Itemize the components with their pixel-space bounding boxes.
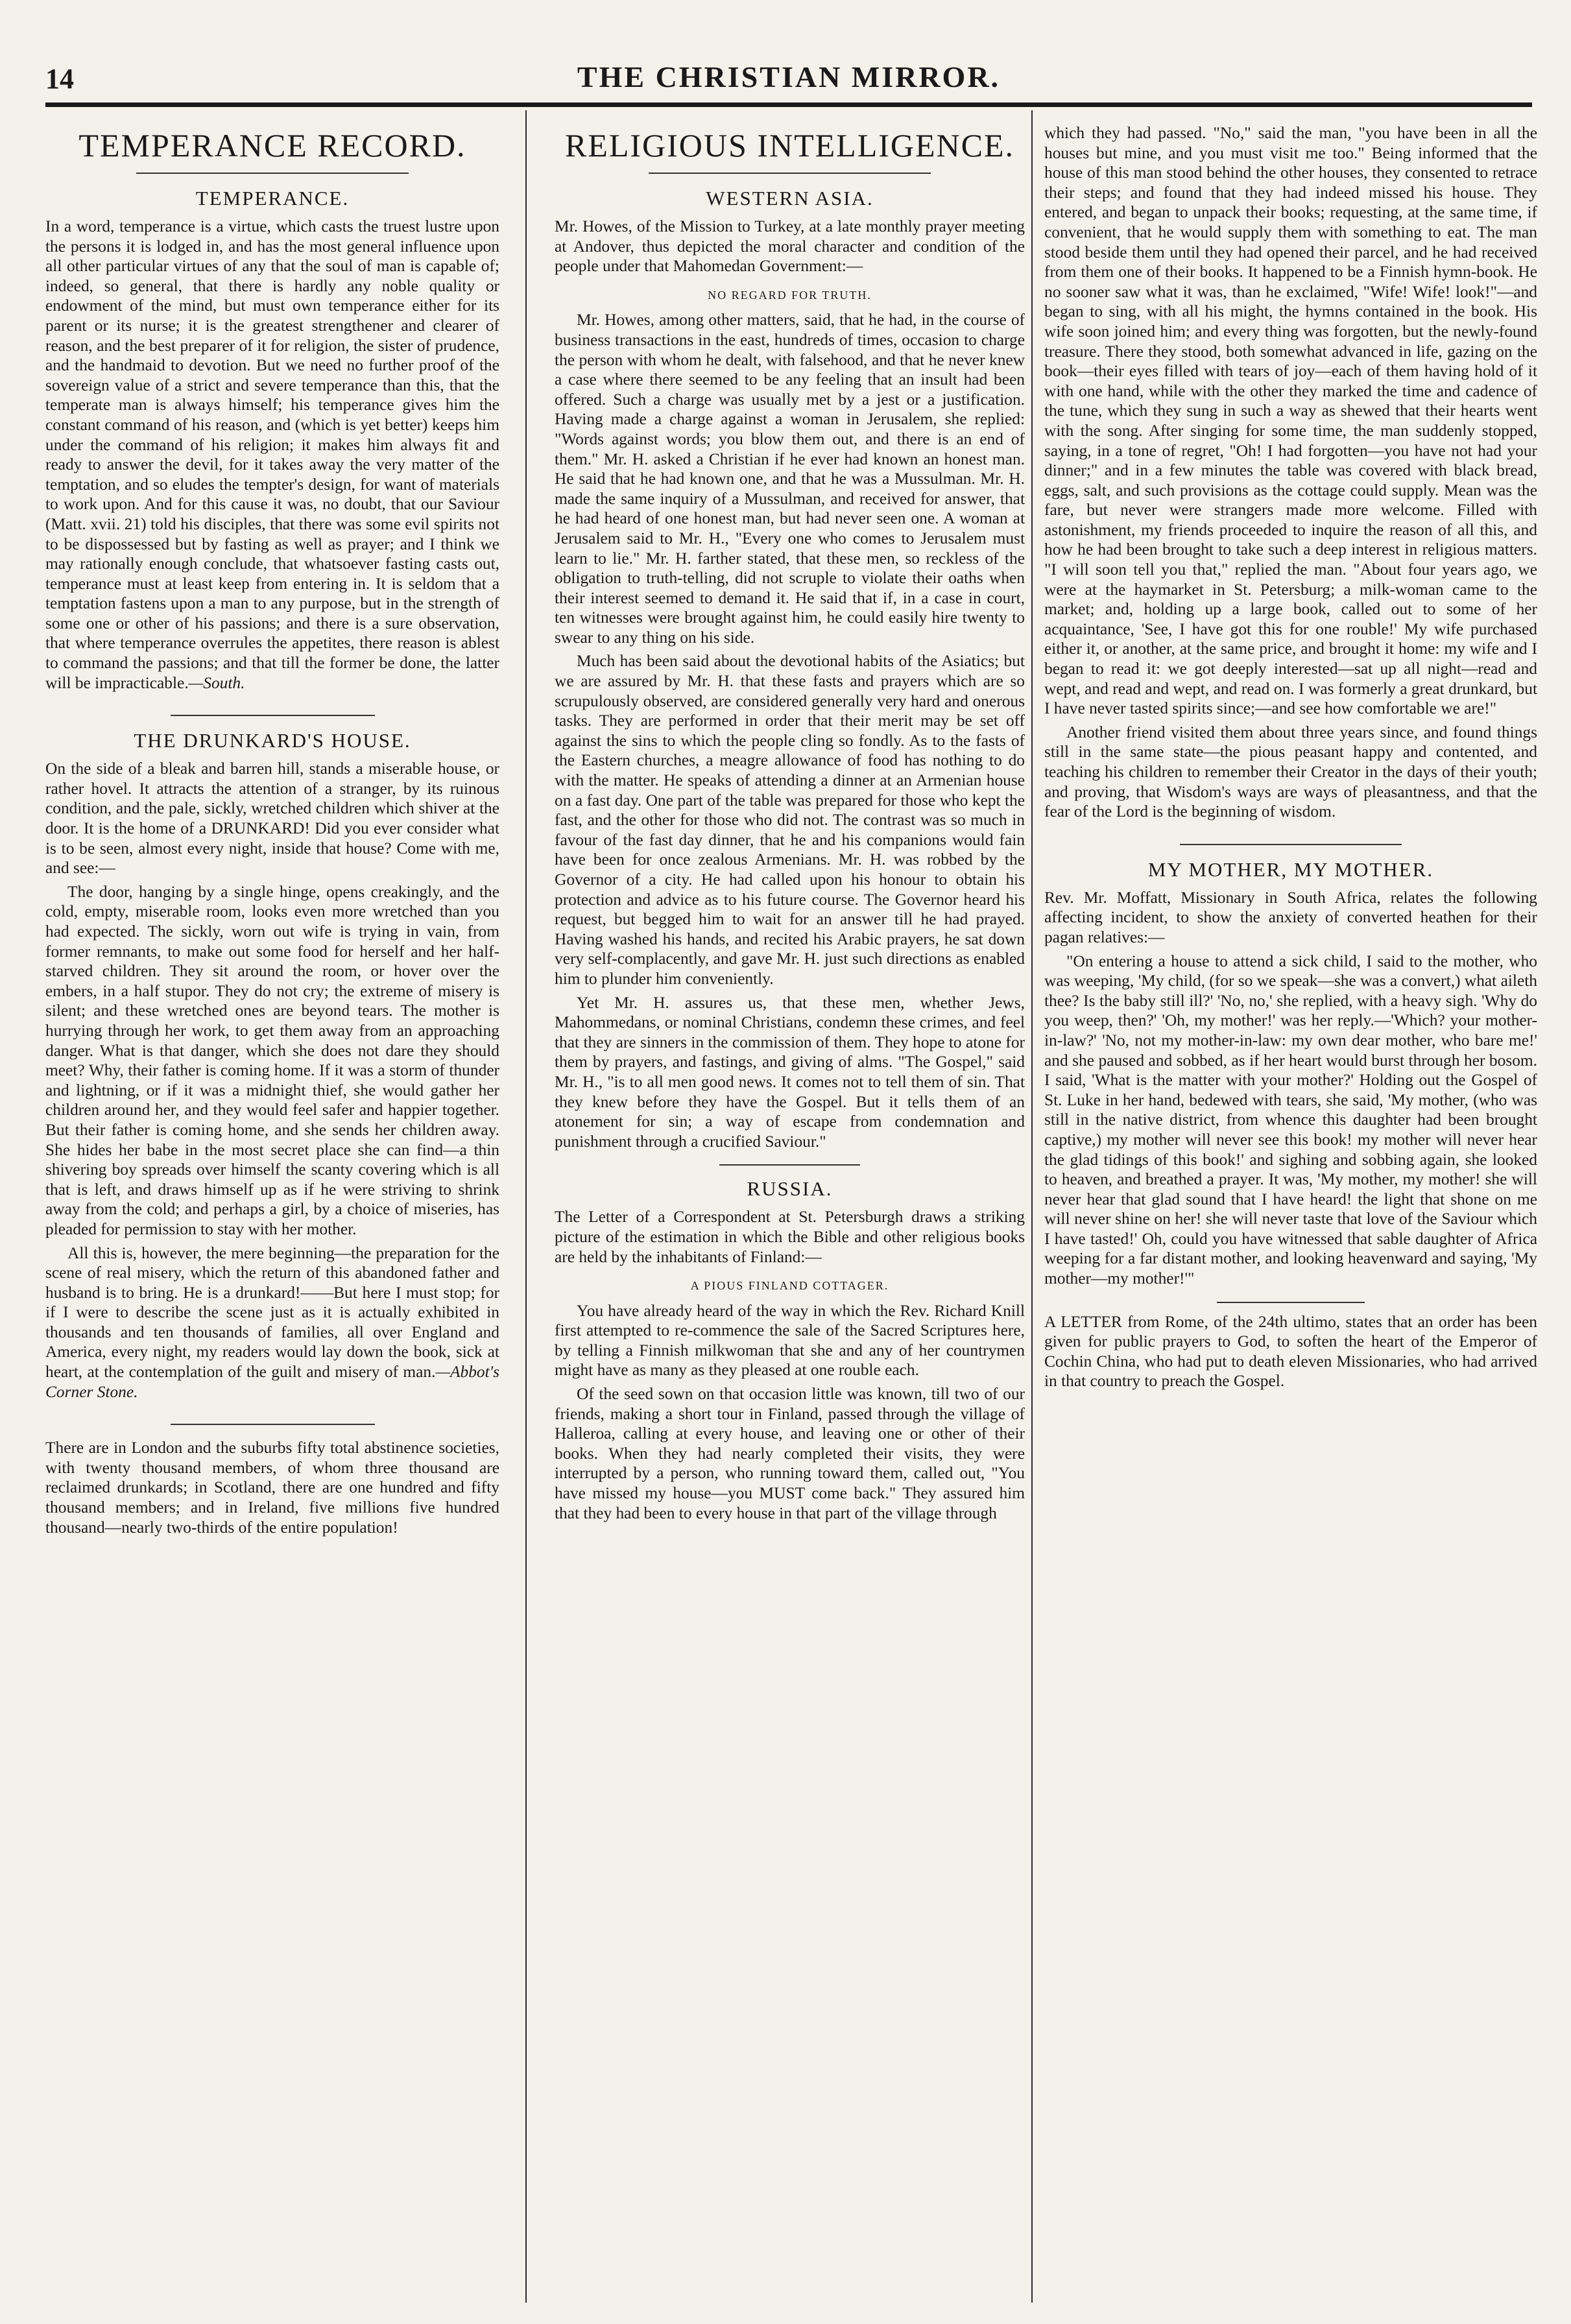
article-credit: —Abbot's Corner Stone.	[45, 1363, 499, 1401]
divider	[136, 173, 409, 174]
column-2	[555, 123, 1025, 2296]
article-paragraph: Much has been said about the devotional habits of the Asiatics; but we are assured by Mr. H. that these fasts and prayers which are so scrupulously observed, are considered generally very hard and onerous tasks. They are performed in order that their merit may be set off against the sins to which the people cling so fondly. As to the fasts of the Eastern churches, a meagre allowance of food has nothing to do with the matter. He speaks of attending a dinner at an Armenian house on a fast day. One part of the table was prepared for those who kept the fast, and the other for those who did not. The contrast was so much in favour of the fast day dinner, that he and his companions would fain have been for once zealous Armenians. Mr. H. was robbed by the Governor of a city. He had called upon his honour to obtain his protection and advice as to his future course. The Governor heard his request, but begged him to wait for an answer till he had prayed. Having washed his hands, and recited his Arabic prayers, he sat down very self-complacently, and gave Mr. H. just such directions as enabled him to plunder him conveniently.	[555, 652, 1025, 988]
masthead: THE CHRISTIAN MIRROR.	[577, 60, 1001, 93]
article-paragraph: "On entering a house to attend a sick child, I said to the mother, who was weeping, 'My child, (for so we speak—she was a convert,) what aileth thee? Is the baby still ill?' 'No, no,' she replied, with a heavy sigh. 'Why do you weep, then?' 'Oh, my mother!' was her reply.—'Which? your mother-in-law?' 'No, not my mother-in-law: my own dear mother, who bare me!' and she paused and sobbed, as if her heart would burst through her bosom. I said, 'What is the matter with your mother?' Holding out the Gospel of St. Luke in her hand, bedewed with tears, she said, 'My mother, (who was still in the native district, from whence this daughter had been brought captive,) my mother will never see this book! my mother will never hear the glad tidings of this book!' and sighing and sobbing again, she looked to heaven, and breathed a prayer. It was, 'My mother, my mother! she will never hear that glad sound that I have heard! the light that shone on me will never shine on her! she will never taste that love of the Saviour which I have tasted!' Oh, could you have witnessed that sable daughter of Africa weeping for a far distant mother, and looking heavenward and saying, 'My mother—my mother!'"	[1044, 952, 1537, 1288]
article-paragraph: On the side of a bleak and barren hill, stands a miserable house, or rather hovel. It attracts the attention of a stranger, by its ruinous condition, and the pale, sickly, wretched children which shiver at the door. It is the home of a DRUNKARD! Did you ever consider what is to be seen, almost every night, inside that house? Come with me, and see:—	[45, 760, 499, 878]
article-title-russia: RUSSIA.	[747, 1177, 833, 1201]
article-title-temperance: TEMPERANCE.	[195, 187, 350, 210]
article-intro: Rev. Mr. Moffatt, Missionary in South Africa, relates the following affecting incident, to show the anxiety of converted heathen for their pagan relatives:—	[1044, 888, 1537, 946]
article-paragraph: Yet Mr. H. assures us, that these men, whether Jews, Mahommedans, or nominal Christians, condemn these crimes, and feel that they are sinners in the commission of them. They hope to atone for them by prayers, and fastings, and giving of alms. "The Gospel," said Mr. H., "is to all men good news. It comes not to tell them of sin. That they knew before they have the Gospel. But it tells them of an atonement for sin; a way of escape from condemnation and punishment through a crucified Saviour."	[555, 993, 1025, 1151]
divider	[649, 173, 931, 174]
article-title-my-mother: MY MOTHER, MY MOTHER.	[1147, 857, 1434, 881]
article-paragraph: All this is, however, the mere beginning—the preparation for the scene of real misery, which the return of this abandoned father and husband is to bring. He is a drunkard!——But here I must stop; for if I were to describe the scene just as it is actually exhibited in thousands and ten thousands of families, all over England and America, every night, my readers would lay down the book, sick at heart, at the contemplation of the guilt and misery of man.—Abbot's Corner Stone.	[45, 1243, 499, 1401]
column-1	[45, 123, 499, 2296]
divider	[1217, 1302, 1365, 1303]
department-title-religious: RELIGIOUS INTELLIGENCE.	[564, 127, 1015, 163]
divider	[171, 1424, 375, 1425]
column-3	[1044, 123, 1537, 2296]
article-paragraph: You have already heard of the way in which the Rev. Richard Knill first attempted to re-commence the sale of the Sacred Scriptures here, by telling a Finnish milkwoman that she and any of her countrymen might have as many as they pleased at one rouble each.	[555, 1301, 1025, 1380]
column-rule-2	[1031, 110, 1033, 2303]
divider	[171, 715, 375, 716]
article-title-western-asia: WESTERN ASIA.	[706, 187, 874, 210]
article-intro: Mr. Howes, of the Mission to Turkey, at a late monthly prayer meeting at Andover, thus depicted the moral character and condition of the people under that Mahomedan Government:—	[555, 217, 1025, 276]
article-intro: The Letter of a Correspondent at St. Petersburgh draws a striking picture of the estimation in which the Bible and other religious books are held by the inhabitants of Finland:—	[555, 1208, 1025, 1266]
article-paragraph: Mr. Howes, among other matters, said, that he had, in the course of business transactions in the east, hundreds of times, occasion to charge the person with whom he dealt, with falsehood, and that he never knew a case where there seemed to be any feeling that an insult had been offered. Such a charge was usually met by a jest or a justification. Having made a charge against a woman in Jerusalem, she replied: "Words against words; you blow them out, and there is an end of them." Mr. H. asked a Christian if he ever had known an honest man. He said that he had known one, and that he was a Mussulman. Mr. H. made the same inquiry of a Mussulman, and received for answer, that he had heard of one honest man, but had never seen one. A woman at Jerusalem said to Mr. H., "Every one who comes to Jerusalem must learn to lie." Mr. H. farther stated, that these men, so reckless of the obligation to truth-telling, did not scruple to violate their oaths when their interest seemed to demand it. He said that if, in a case in court, ten witnesses were brought against him, he could easily hire twenty to swear to any thing on his side.	[555, 311, 1025, 647]
news-item-rome: A LETTER from Rome, of the 24th ultimo, states that an order has been given for public prayers to God, to soften the heart of the Emperor of Cochin China, who had put to death eleven Missionaries, who had arrived in that country to preach the Gospel.	[1044, 1312, 1537, 1391]
article-credit: —South.	[188, 673, 245, 692]
column-rule-1	[525, 110, 527, 2303]
divider	[719, 1164, 861, 1166]
page-header	[45, 57, 1532, 107]
article-title-drunkards-house: THE DRUNKARD'S HOUSE.	[134, 729, 411, 752]
article-paragraph: The door, hanging by a single hinge, opens creakingly, and the cold, empty, miserable room, looks even more wretched than you had expected. The sickly, worn out wife is trying in vain, from former remnants, to make out some food for herself and her half-starved children. They sit around the room, or hover over the embers, in a half stupor. They do not cry; the extreme of misery is silent; and these wretched ones are beyond tears. The mother is hurrying through her work, to get them away from an approaching danger. What is that danger, which she does not dare they should meet? Why, their father is coming home. If it was a storm of thunder and lightning, or if it was a midnight thief, she would gather her children around her, and they would feel safer and happier together. But their father is coming home, and she sends her children away. She hides her babe in the most secret place she can find—a thin shivering boy spreads over himself the scanty covering which is all that is left, and draws himself up as if he were striving to shrink away from the cold; and perhaps a girl, by a choice of miseries, has pleaded for permission to stay with her mother.	[45, 882, 499, 1238]
news-item-london: There are in London and the suburbs fifty total abstinence societies, with twenty thousand members, of whom three thousand are reclaimed drunkards; in Scotland, there are one hundred and fifty thousand members; and in Ireland, five millions five hundred thousand—nearly two-thirds of the entire population!	[45, 1439, 499, 1537]
article-paragraph: which they had passed. "No," said the man, "you have been in all the houses but mine, and you must visit me too." Being informed that the house of this man stood behind the other houses, they consented to retrace their steps; and found that they had indeed missed his house. They entered, and began to unpack their books; requesting, at the same time, if convenient, that he would supply them with something to eat. The man stood beside them until they had opened their parcel, and he had received from them one of their books. It happened to be a Finnish hymn-book. He no sooner saw what it was, than he exclaimed, "Wife! Wife! look!"—and began to sing, with all his might, the hymns contained in the book. His wife soon joined him; and every thing was forgotten, but the newly-found treasure. There they stood, both somewhat advanced in life, gazing on the book—their eyes filled with tears of joy—each of them having hold of it with one hand, while with the other they marked the time and cadence of the tune, which they sung in such a way as shewed that their hearts went with the song. After singing for some time, the man suddenly stopped, saying, in a tone of regret, "Oh! I had forgotten—you have not had your dinner;" and in a few minutes the table was covered with black bread, eggs, salt, and such provisions as the cottage could supply. Mean was the fare, but never were strangers made more welcome. Filled with astonishment, my friends proceeded to inquire the reason of all this, and how he had been brought to take such a deep interest in religious matters. "I will soon tell you that," replied the man. "About four years ago, we were at the haymarket in St. Petersburg; a milk-woman came to the market; and, holding up a large book, called out to some of her acquaintance, 'See, I have got this for one rouble!' My wife purchased either it, or another, at the same price, and brought it home: my wife and I began to read it: we got deeply interested—sat up all night—read and wept, and read and wept, and read on. I was formerly a great drunkard, but I have never tasted spirits since;—and see how comfortable we are!"	[1044, 124, 1537, 718]
article-paragraph: Of the seed sown on that occasion little was known, till two of our friends, making a short tour in Finland, passed through the village of Halleroa, calling at every house, and leaving one or other of their books. When they had nearly completed their visits, they were interrupted by a person, who running toward them, called out, "You have missed my house—you MUST come back." They assured him that they had been to every house in that part of the village through	[555, 1385, 1025, 1522]
page-number: 14	[45, 63, 74, 95]
article-subhead: NO REGARD FOR TRUTH.	[708, 288, 872, 302]
article-paragraph: Another friend visited them about three years since, and found things still in the same state—the pious peasant happy and contented, and teaching his children to remember their Creator in the days of their youth; and proving, that Wisdom's ways are ways of pleasantness, and that the fear of the Lord is the beginning of wisdom.	[1044, 723, 1537, 821]
divider	[1180, 844, 1402, 845]
article-body: In a word, temperance is a virtue, which casts the truest lustre upon the persons it is lodged in, and has the most general influence upon all other particular virtues of any that the soul of man is capable of; indeed, so general, that there is hardly any noble quality or endowment of the mind, but must own temperance either for its parent or its nurse; it is the greatest strengthener and clearer of reason, and the best preparer of it for religion, the sister of prudence, and the handmaid to devotion. But we need no further proof of the sovereign value of a strict and severe temperance than this, that the temperate man is always himself; his temperance gives him the constant command of his reason, and (which is yet better) keeps him under the command of his religion; it makes him always fit and ready to answer the devil, for it takes away the very matter of the temptation, and so eludes the tempter's design, for want of materials to work upon. And for this cause it was, no doubt, that our Saviour (Matt. xvii. 21) told his disciples, that there was some evil spirits not to be dispossessed but by fasting as well as prayer; and I think we may rationally enough conclude, that whatsoever fasting casts out, temperance must at least keep from entering in. It is seldom that a temptation fastens upon a man to any purpose, but in the strength of some one or other of his passions; and there is a sure observation, that where temperance overrules the appetites, there reason is ablest to command the passions; and that till the former be done, the latter will be impracticable.—South.	[45, 217, 499, 692]
department-title-temperance: TEMPERANCE RECORD.	[78, 127, 466, 163]
article-subhead: A PIOUS FINLAND COTTAGER.	[690, 1279, 889, 1293]
